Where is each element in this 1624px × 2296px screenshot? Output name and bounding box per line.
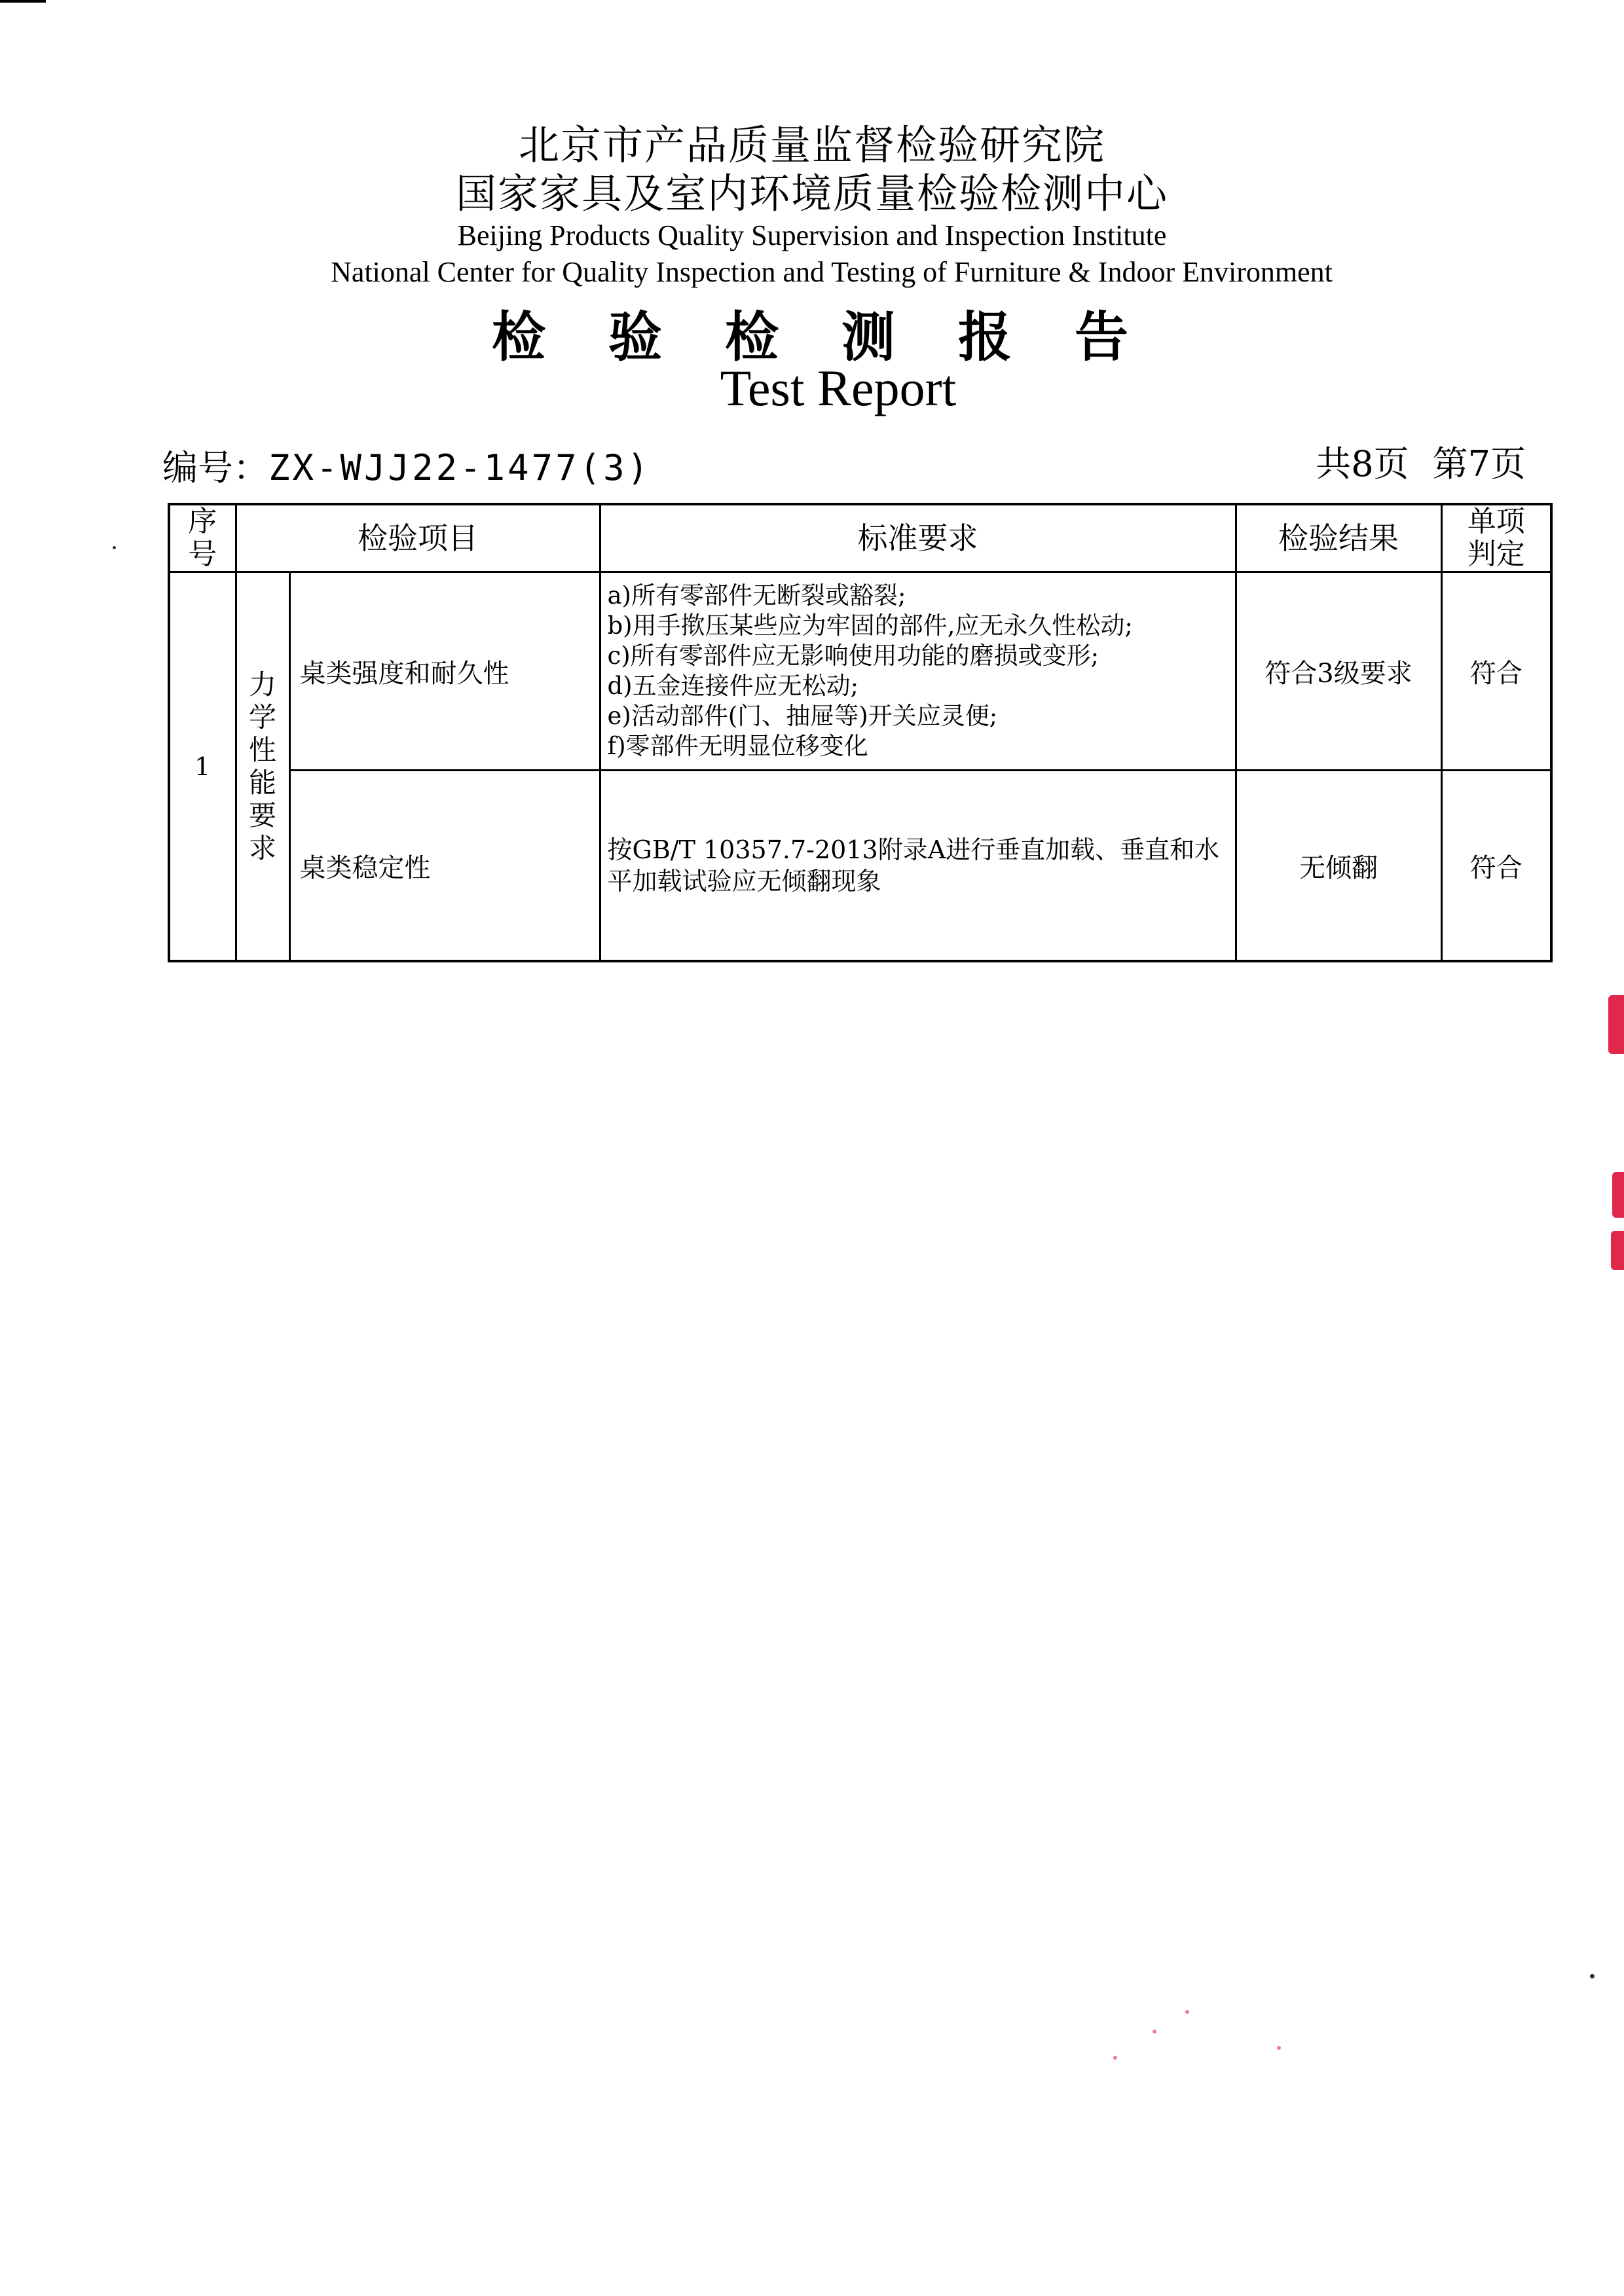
institute-name-cn: 北京市产品质量监督检验研究院 [518,121,1105,169]
scan-speckle [1277,2046,1281,2050]
row-requirement: 按GB/T 10357.7-2013附录A进行垂直加载、垂直和水平加载试验应无倾翻现象 [600,771,1236,962]
header-item: 检验项目 [236,504,600,572]
scan-speckle [1113,2056,1117,2060]
seal-edge-mark [1608,995,1624,1054]
page-current: 第7页 [1432,443,1526,484]
requirement-line: d)五金连接件应无松动; [607,672,859,700]
center-name-en: National Center for Quality Inspection and Testing of Furniture & Indoor Environment [331,256,1333,288]
row-result: 无倾翻 [1236,771,1441,962]
institute-name-en: Beijing Products Quality Supervision and Inspection Institute [457,219,1167,251]
scan-corner-mark [0,0,46,3]
page-total: 共8页 [1316,443,1409,484]
report-number-value: ZX-WJJ22-1477(3) [268,447,652,488]
row-result: 符合3级要求 [1236,572,1441,771]
row-judgement: 符合 [1441,572,1551,771]
row-category: 力学性能要求 [236,572,289,962]
header-result: 检验结果 [1236,504,1441,572]
seal-edge-mark [1611,1231,1624,1270]
row-judgement: 符合 [1441,771,1551,962]
row-item: 桌类强度和耐久性 [289,572,600,771]
requirement-line: a)所有零部件无断裂或豁裂; [607,581,906,610]
row-requirements [600,572,1236,771]
center-name-cn: 国家家具及室内环境质量检验检测中心 [455,170,1168,217]
scan-dot [113,546,116,549]
table-row [169,771,1551,962]
table-row [169,572,1551,771]
requirement-line: f)零部件无明显位移变化 [607,732,868,760]
requirement-line: b)用手揿压某些应为牢固的部件,应无永久性松动; [607,611,1133,640]
report-title-en: Test Report [720,359,957,416]
header-judgement: 单项判定 [1441,504,1551,572]
header-requirement: 标准要求 [600,504,1236,572]
scan-speckle [1185,2010,1189,2014]
header-seq: 序号 [169,504,236,572]
table-header-row [169,504,1551,572]
report-number [162,440,651,490]
requirement-line: c)所有零部件应无影响使用功能的磨损或变形; [607,642,1099,670]
scan-speckle [1153,2030,1156,2033]
requirement-line: e)活动部件(门、抽屉等)开关应灵便; [607,702,998,730]
row-item: 桌类稳定性 [289,771,600,962]
report-title-cn: 检验检测报告 [491,306,1191,369]
report-number-label: 编号： [162,447,268,488]
row-seq: 1 [169,572,236,962]
scan-dot [1590,1974,1595,1978]
inspection-table [168,503,1553,962]
seal-edge-mark [1612,1172,1624,1218]
pagination [1316,436,1526,486]
